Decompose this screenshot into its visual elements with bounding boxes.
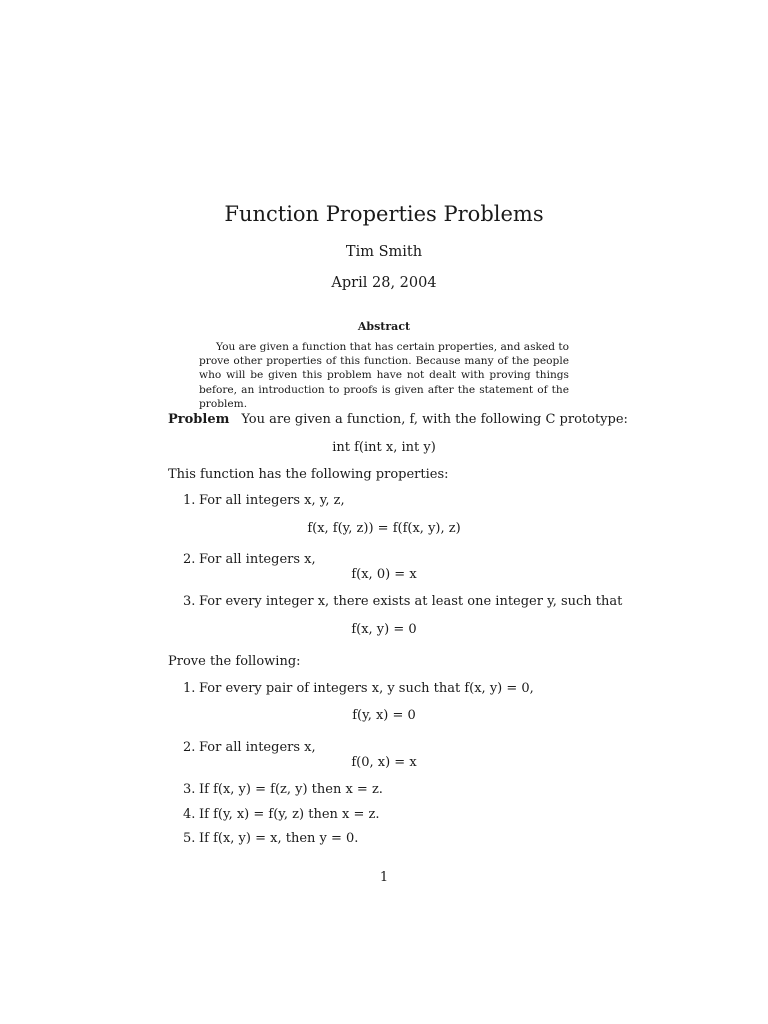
problem-intro-line <box>168 411 628 429</box>
properties-intro: This function has the following properties: <box>168 467 449 482</box>
problem-label: Problem <box>168 412 230 427</box>
property-3-number: 3. <box>183 594 196 609</box>
prove-2-equation: f(0, x) = x <box>351 755 417 770</box>
property-2-equation: f(x, 0) = x <box>351 567 417 582</box>
property-3-text: For every integer x, there exists at least one integer y, such that <box>199 594 623 609</box>
property-3-equation: f(x, y) = 0 <box>351 622 417 637</box>
prove-4-text: If f(y, x) = f(y, z) then x = z. <box>199 807 380 822</box>
prove-2-number: 2. <box>183 740 196 755</box>
property-1-equation: f(x, f(y, z)) = f(f(x, y), z) <box>307 521 461 536</box>
prove-3-number: 3. <box>183 782 196 797</box>
prove-4-number: 4. <box>183 807 196 822</box>
prove-5-number: 5. <box>183 831 196 846</box>
property-2-text: For all integers x, <box>199 552 316 567</box>
property-2-number: 2. <box>183 552 196 567</box>
prove-intro: Prove the following: <box>168 654 301 669</box>
abstract-heading: Abstract <box>357 320 411 333</box>
prove-1-text: For every pair of integers x, y such that f(x, y) = 0, <box>199 681 534 696</box>
paper-title: Function Properties Problems <box>224 202 544 226</box>
abstract-text: You are given a function that has certain properties, and asked to prove other properties of this function. Because many of the people who will be given this problem have not dealt with proving things before, an introduction to proofs is given after the statement of the problem. <box>199 341 569 410</box>
paper-date: April 28, 2004 <box>331 275 437 291</box>
c-prototype: int f(int x, int y) <box>332 440 436 455</box>
page-number: 1 <box>379 870 389 885</box>
prove-5-text: If f(x, y) = x, then y = 0. <box>199 831 359 846</box>
property-1-text: For all integers x, y, z, <box>199 493 345 508</box>
prove-1-number: 1. <box>183 681 196 696</box>
property-1-number: 1. <box>183 493 196 508</box>
prove-3-text: If f(x, y) = f(z, y) then x = z. <box>199 782 383 797</box>
paper-author: Tim Smith <box>345 244 423 260</box>
prove-2-text: For all integers x, <box>199 740 316 755</box>
problem-intro: You are given a function, f, with the following C prototype: <box>241 412 628 427</box>
prove-1-equation: f(y, x) = 0 <box>352 708 416 723</box>
